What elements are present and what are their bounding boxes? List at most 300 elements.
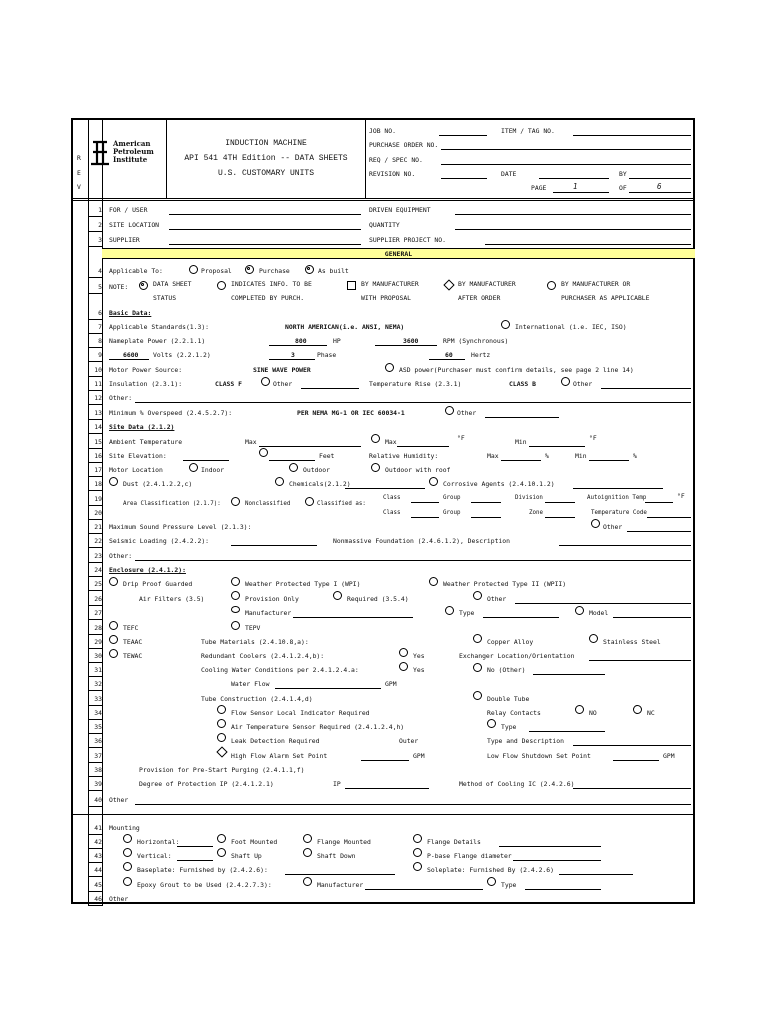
- feet-label: Feet: [319, 452, 335, 460]
- row-number: 16: [94, 452, 102, 460]
- row-separator: [88, 619, 102, 620]
- manufacturer-radio[interactable]: [231, 606, 240, 613]
- outdoor-roof-radio[interactable]: [371, 463, 380, 472]
- vertical-label: Vertical:: [137, 852, 172, 860]
- row-number: 20: [94, 509, 102, 517]
- note-label: NOTE:: [109, 283, 129, 291]
- cooling-no-field[interactable]: [533, 674, 605, 675]
- row-number: 22: [94, 537, 102, 545]
- air-filters-other-radio[interactable]: [473, 591, 482, 600]
- enclosure-heading: Enclosure (2.4.1.2):: [109, 566, 186, 574]
- outdoor-radio[interactable]: [289, 463, 298, 472]
- row-number: 45: [94, 881, 102, 889]
- cooling-yes-radio[interactable]: [399, 662, 408, 671]
- flow-sensor-radio[interactable]: [217, 705, 226, 714]
- insulation-other-field[interactable]: [301, 388, 359, 389]
- row-separator: [88, 476, 102, 477]
- row-number: 28: [94, 624, 102, 632]
- relay-nc-label: NC: [647, 709, 655, 717]
- ambient-max2-field[interactable]: [397, 446, 449, 447]
- hp-unit: HP: [333, 337, 341, 345]
- group-label-20: Group: [443, 510, 461, 516]
- rev-letter-e: E: [77, 169, 81, 177]
- water-flow-field[interactable]: [275, 688, 381, 689]
- row-number: 38: [94, 766, 102, 774]
- page-total: 6: [657, 182, 662, 191]
- row-number: 8: [98, 337, 102, 345]
- p-base-label: P-base Flange diameter: [427, 852, 512, 860]
- leak-detection-radio[interactable]: [217, 733, 226, 742]
- row-separator: [88, 347, 102, 348]
- cooling-water-label: Cooling Water Conditions per 2.4.1.2.4.a:: [201, 666, 359, 674]
- row-number: 40: [94, 796, 102, 804]
- chemicals-radio[interactable]: [275, 477, 284, 486]
- row-separator: [88, 533, 102, 534]
- row-number: 4: [98, 267, 102, 275]
- row-separator: [88, 776, 102, 777]
- seismic-loading-field[interactable]: [231, 545, 317, 546]
- page-label: PAGE: [531, 184, 547, 192]
- provision-only-radio[interactable]: [231, 591, 240, 600]
- nameplate-power-label: Nameplate Power (2.2.1.1): [109, 337, 206, 345]
- row-number: 26: [94, 595, 102, 603]
- item-tag-label: ITEM / TAG NO.: [501, 127, 555, 135]
- group-field-20[interactable]: [471, 517, 501, 518]
- p-base-radio[interactable]: [413, 848, 422, 857]
- rpm-field: [375, 345, 437, 346]
- rh-min-field[interactable]: [589, 460, 629, 461]
- insulation-other-radio[interactable]: [261, 377, 270, 386]
- ambient-max-label: Max: [245, 438, 257, 446]
- tepv-radio[interactable]: [231, 621, 240, 630]
- for-user-label: FOR / USER: [109, 206, 148, 214]
- shaft-down-label: Shaft Down: [317, 852, 356, 860]
- division-label: Division: [515, 495, 543, 501]
- international-radio[interactable]: [501, 320, 510, 329]
- method-cooling-field[interactable]: [573, 788, 691, 789]
- chemicals-field[interactable]: [345, 488, 425, 489]
- note-after-order: AFTER ORDER: [458, 294, 501, 302]
- classified-as-radio[interactable]: [305, 497, 314, 506]
- wp2-radio[interactable]: [429, 577, 438, 586]
- asd-power-radio[interactable]: [385, 363, 394, 372]
- row-separator: [88, 419, 102, 420]
- row-number: 17: [94, 466, 102, 474]
- other-field-46[interactable]: [135, 903, 691, 904]
- driven-equipment-field[interactable]: [455, 214, 691, 215]
- row-number: 31: [94, 666, 102, 674]
- section-divider-40: [73, 814, 695, 815]
- site-elevation-label: Site Elevation:: [109, 452, 167, 460]
- overspeed-value[interactable]: PER NEMA MG-1 OR IEC 60034-1: [297, 409, 405, 417]
- row-separator: [88, 490, 102, 491]
- ambient-degf-2: °F: [589, 434, 597, 442]
- ambient-degf-1: °F: [457, 434, 465, 442]
- site-elevation-field-2[interactable]: [269, 460, 315, 461]
- ip-field[interactable]: [345, 788, 429, 789]
- flange-details-radio[interactable]: [413, 834, 422, 843]
- title-divider: [365, 120, 366, 198]
- foot-mounted-radio[interactable]: [217, 834, 226, 843]
- water-flow-label: Water Flow: [231, 680, 270, 688]
- model-radio[interactable]: [575, 606, 584, 615]
- row-number: 39: [94, 780, 102, 788]
- row-number: 2: [98, 221, 102, 229]
- row-number: 6: [98, 309, 102, 317]
- note-indicates: INDICATES INFO. TO BE: [231, 280, 312, 288]
- group-label-19: Group: [443, 495, 461, 501]
- type-field-27[interactable]: [483, 617, 559, 618]
- row-separator: [88, 862, 102, 863]
- site-location-label: SITE LOCATION: [109, 221, 160, 229]
- sound-other-field[interactable]: [627, 531, 691, 532]
- rev-letter-v: V: [77, 183, 81, 191]
- row-separator: [88, 733, 102, 734]
- header-bottom-line: [73, 198, 695, 199]
- req-field[interactable]: [441, 164, 691, 165]
- other-field-12[interactable]: [135, 402, 691, 403]
- row-separator: [88, 333, 102, 334]
- row-separator: [88, 790, 102, 791]
- motor-location-label: Motor Location: [109, 466, 163, 474]
- ambient-max-field[interactable]: [259, 446, 361, 447]
- temperature-code-field[interactable]: [647, 517, 691, 518]
- epoxy-grout-label: Epoxy Grout to be Used (2.4.2.7.3):: [137, 881, 272, 889]
- indoor-radio[interactable]: [189, 463, 198, 472]
- as-built-radio[interactable]: [305, 265, 314, 274]
- corrosive-label: Corrosive Agents (2.4.10.1.2): [443, 480, 555, 488]
- type-radio-27[interactable]: [445, 606, 454, 615]
- redundant-yes-radio[interactable]: [399, 648, 408, 657]
- supplier-field[interactable]: [169, 244, 361, 245]
- nonmassive-field[interactable]: [559, 545, 691, 546]
- cooling-yes-label: Yes: [413, 666, 425, 674]
- cooling-no-label: No (Other): [487, 666, 526, 674]
- rev-letter-r: R: [77, 154, 81, 162]
- temperature-rise-label: Temperature Rise (2.3.1): [369, 380, 462, 388]
- air-temp-sensor-radio[interactable]: [217, 719, 226, 728]
- row-separator: [88, 293, 102, 294]
- hp-field: [269, 345, 327, 346]
- row-separator: [88, 648, 102, 649]
- note-manufacturer-box: [347, 281, 356, 290]
- tefc-radio[interactable]: [109, 621, 118, 630]
- for-user-field[interactable]: [169, 214, 361, 215]
- item-tag-field[interactable]: [573, 135, 691, 136]
- outdoor-roof-label: Outdoor with roof: [385, 466, 451, 474]
- teaac-radio[interactable]: [109, 635, 118, 644]
- logo-line-3: Institute: [113, 155, 148, 164]
- flange-details-field[interactable]: [499, 846, 601, 847]
- other-field-40[interactable]: [135, 804, 691, 805]
- other-field-23[interactable]: [135, 560, 691, 561]
- site-elevation-radio[interactable]: [259, 448, 268, 457]
- wp1-label: Weather Protected Type I (WPI): [245, 580, 361, 588]
- air-filters-other-field[interactable]: [515, 603, 691, 604]
- wp2-label: Weather Protected Type II (WPII): [443, 580, 567, 588]
- row-separator: [88, 390, 102, 391]
- required-label: Required (3.5.4): [347, 595, 409, 603]
- soleplate-label: Soleplate: Furnished By (2.4.2.6): [427, 866, 554, 874]
- site-elevation-field-1[interactable]: [183, 460, 229, 461]
- site-data-heading: Site Data (2.1.2): [109, 423, 175, 431]
- phase-value[interactable]: 3: [291, 351, 295, 359]
- corrosive-radio[interactable]: [429, 477, 438, 486]
- site-location-field[interactable]: [169, 229, 361, 230]
- row-number: 18: [94, 480, 102, 488]
- row-number: 34: [94, 709, 102, 717]
- row-separator: [88, 719, 102, 720]
- division-field[interactable]: [545, 502, 575, 503]
- applicable-to-label: Applicable To:: [109, 267, 163, 275]
- required-radio[interactable]: [333, 591, 342, 600]
- po-field[interactable]: [441, 149, 691, 150]
- page-total-field: [629, 192, 691, 193]
- temperature-rise-value[interactable]: CLASS B: [509, 380, 536, 388]
- row-number: 29: [94, 638, 102, 646]
- temperature-rise-other-field[interactable]: [601, 388, 691, 389]
- row-separator: [88, 891, 102, 892]
- motor-power-source-label: Motor Power Source:: [109, 366, 183, 374]
- row-number: 19: [94, 495, 102, 503]
- row-number: 11: [94, 380, 102, 388]
- row-number: 13: [94, 409, 102, 417]
- revision-field[interactable]: [441, 178, 487, 179]
- baseplate-radio[interactable]: [123, 862, 132, 871]
- nonclassified-label: Nonclassified: [245, 501, 291, 507]
- double-tube-label: Double Tube: [487, 695, 530, 703]
- phase-label: Phase: [317, 351, 337, 359]
- hertz-value[interactable]: 60: [445, 351, 453, 359]
- row-separator: [88, 376, 102, 377]
- row-number: 3: [98, 236, 102, 244]
- asd-power-label: ASD power(Purchaser must confirm details, see page 2 line 14): [399, 366, 634, 374]
- temperature-rise-other-radio[interactable]: [561, 377, 570, 386]
- relay-no-radio[interactable]: [575, 705, 584, 714]
- row-separator: [88, 634, 102, 635]
- motor-power-source-value[interactable]: SINE WAVE POWER: [253, 366, 311, 374]
- purchase-label: Purchase: [259, 267, 290, 275]
- autoignition-field[interactable]: [645, 502, 673, 503]
- po-label: PURCHASE ORDER NO.: [369, 141, 439, 149]
- row-separator: [88, 848, 102, 849]
- note-with-proposal: WITH PROPOSAL: [361, 294, 412, 302]
- indoor-label: Indoor: [201, 466, 225, 474]
- vertical-radio[interactable]: [123, 848, 132, 857]
- tewac-label: TEWAC: [123, 652, 143, 660]
- chemicals-label: Chemicals(2.1.2): [289, 480, 351, 488]
- row-separator: [88, 605, 102, 606]
- grout-type-radio[interactable]: [487, 877, 496, 886]
- copper-alloy-label: Copper Alloy: [487, 638, 534, 646]
- overspeed-other-label: Other: [457, 409, 477, 417]
- horizontal-radio[interactable]: [123, 834, 132, 843]
- model-label: Model: [589, 609, 609, 617]
- high-flow-diamond[interactable]: [216, 746, 227, 757]
- purchase-radio[interactable]: [245, 265, 254, 274]
- manufacturer-field-27[interactable]: [293, 617, 413, 618]
- row-separator: [88, 462, 102, 463]
- ambient-max-radio[interactable]: [371, 434, 380, 443]
- autoignition-label: Autoignition Temp: [587, 495, 647, 501]
- outdoor-label: Outdoor: [303, 466, 330, 474]
- ambient-min-label: Min: [515, 438, 527, 446]
- row-separator: [88, 676, 102, 677]
- classified-as-label: Classified as:: [317, 501, 366, 507]
- drip-proof-radio[interactable]: [109, 577, 118, 586]
- row-separator: [88, 231, 102, 232]
- stainless-steel-radio[interactable]: [589, 634, 598, 643]
- type-field-35[interactable]: [529, 731, 605, 732]
- api-logo: [89, 138, 159, 170]
- row-separator: [88, 433, 102, 434]
- shaft-down-radio[interactable]: [303, 848, 312, 857]
- quantity-field[interactable]: [455, 229, 691, 230]
- note-after-order-diamond: [443, 279, 454, 290]
- flange-details-label: Flange Details: [427, 838, 481, 846]
- low-flow-gpm: GPM: [663, 752, 675, 760]
- relay-nc-radio[interactable]: [633, 705, 642, 714]
- exchanger-location-field[interactable]: [589, 660, 691, 661]
- as-built-label: As built: [318, 267, 349, 275]
- soleplate-radio[interactable]: [413, 862, 422, 871]
- group-field-19[interactable]: [471, 502, 501, 503]
- epoxy-grout-radio[interactable]: [123, 877, 132, 886]
- type-label-27: Type: [459, 609, 475, 617]
- note-status: STATUS: [153, 294, 177, 302]
- shaft-up-radio[interactable]: [217, 848, 226, 857]
- class-label-20: Class: [383, 510, 401, 516]
- soleplate-field[interactable]: [559, 874, 633, 875]
- zone-field[interactable]: [545, 517, 575, 518]
- overspeed-other-field[interactable]: [485, 417, 559, 418]
- horizontal-field[interactable]: [177, 846, 213, 847]
- grout-type-field[interactable]: [525, 889, 601, 890]
- dust-radio[interactable]: [109, 477, 118, 486]
- cooling-no-radio[interactable]: [473, 663, 482, 672]
- data-sheet-form: [71, 118, 695, 904]
- page-number: 1: [573, 182, 578, 191]
- corrosive-field[interactable]: [573, 488, 663, 489]
- proposal-radio[interactable]: [189, 265, 198, 274]
- volts-value[interactable]: 6600: [123, 351, 139, 359]
- flange-mounted-radio[interactable]: [303, 834, 312, 843]
- job-no-label: JOB NO.: [369, 127, 396, 135]
- double-tube-radio[interactable]: [473, 691, 482, 700]
- insulation-label: Insulation (2.3.1):: [109, 380, 183, 388]
- p-base-field[interactable]: [513, 860, 601, 861]
- air-filters-other-label: Other: [487, 595, 507, 603]
- proposal-label: Proposal: [201, 267, 232, 275]
- stainless-steel-label: Stainless Steel: [603, 638, 661, 646]
- low-flow-label: Low Flow Shutdown Set Point: [487, 752, 591, 760]
- note-completed: COMPLETED BY PURCH.: [231, 294, 305, 302]
- ambient-min-field[interactable]: [529, 446, 585, 447]
- copper-alloy-radio[interactable]: [473, 634, 482, 643]
- sound-pressure-label: Maximum Sound Pressure Level (2.1.3):: [109, 523, 252, 531]
- overspeed-other-radio[interactable]: [445, 406, 454, 415]
- water-flow-gpm: GPM: [385, 680, 397, 688]
- title-line-3: U.S. CUSTOMARY UNITS: [217, 169, 314, 178]
- international-label: International (i.e. IEC, ISO): [515, 323, 627, 331]
- baseplate-field[interactable]: [285, 874, 395, 875]
- grout-manufacturer-radio[interactable]: [303, 877, 312, 886]
- foot-mounted-label: Foot Mounted: [231, 838, 278, 846]
- pre-start-purging-label: Provision for Pre-Start Purging (2.4.1.1,f): [139, 766, 305, 774]
- row-number: 7: [98, 323, 102, 331]
- dust-label: Dust (2.4.1.2.2,c): [123, 480, 193, 488]
- job-no-field[interactable]: [439, 135, 487, 136]
- row-separator: [88, 361, 102, 362]
- supplier-project-field[interactable]: [485, 244, 691, 245]
- class-field-20[interactable]: [411, 517, 439, 518]
- grout-type-label: Type: [501, 881, 517, 889]
- rh-max-field[interactable]: [501, 460, 541, 461]
- class-field-19[interactable]: [411, 502, 439, 503]
- api-logo-icon: [89, 138, 111, 168]
- seismic-loading-label: Seismic Loading (2.4.2.2):: [109, 537, 210, 545]
- baseplate-label: Baseplate: Furnished by (2.4.2.6):: [137, 866, 268, 874]
- type-description-field[interactable]: [573, 745, 691, 746]
- supplier-project-label: SUPPLIER PROJECT NO.: [369, 236, 446, 244]
- vertical-field[interactable]: [177, 860, 213, 861]
- note-datasheet-radio: [139, 281, 148, 290]
- note-by-mfr-2: BY MANUFACTURER: [458, 280, 516, 288]
- ip-label: IP: [333, 780, 341, 788]
- grout-manufacturer-field[interactable]: [365, 889, 483, 890]
- teaac-label: TEAAC: [123, 638, 143, 646]
- other-label-46: Other: [109, 895, 129, 903]
- low-flow-field[interactable]: [613, 760, 659, 761]
- ambient-max2-label: Max: [385, 438, 397, 446]
- rpm-value[interactable]: 3600: [403, 337, 419, 345]
- rpm-unit: RPM (Synchronous): [443, 337, 509, 345]
- note-purchaser: PURCHASER AS APPLICABLE: [561, 294, 650, 302]
- other-label-23: Other:: [109, 552, 133, 560]
- model-field[interactable]: [613, 617, 691, 618]
- nonclassified-radio[interactable]: [231, 497, 240, 506]
- row-number: 27: [94, 609, 102, 617]
- note-indicates-radio: [217, 281, 226, 290]
- hp-value[interactable]: 800: [295, 337, 307, 345]
- applicable-standards-value[interactable]: NORTH AMERICAN(i.e. ANSI, NEMA): [285, 323, 405, 331]
- other-label-12: Other:: [109, 394, 133, 402]
- note-datasheet: DATA SHEET: [153, 280, 192, 288]
- row-number: 1: [98, 206, 102, 214]
- row-separator: [88, 404, 102, 405]
- insulation-value[interactable]: CLASS F: [215, 380, 242, 388]
- other-label-40: Other: [109, 796, 129, 804]
- rh-pct-1: %: [545, 452, 549, 460]
- tewac-radio[interactable]: [109, 649, 118, 658]
- row-number: 9: [98, 351, 102, 359]
- note-by-mfr: BY MANUFACTURER: [361, 280, 419, 288]
- type-radio-35[interactable]: [487, 719, 496, 728]
- row-separator: [88, 762, 102, 763]
- by-field[interactable]: [629, 178, 691, 179]
- row-number: 25: [94, 580, 102, 588]
- row-separator: [88, 547, 102, 548]
- wp1-radio[interactable]: [231, 577, 240, 586]
- hertz-label: Hertz: [471, 351, 491, 359]
- temperature-rise-other-label: Other: [573, 380, 593, 388]
- date-field[interactable]: [539, 178, 609, 179]
- basic-data-heading: Basic Data:: [109, 309, 152, 317]
- row-number: 14: [94, 423, 102, 431]
- sound-other-radio[interactable]: [591, 519, 600, 528]
- high-flow-field[interactable]: [361, 760, 409, 761]
- phase-field: [269, 359, 315, 360]
